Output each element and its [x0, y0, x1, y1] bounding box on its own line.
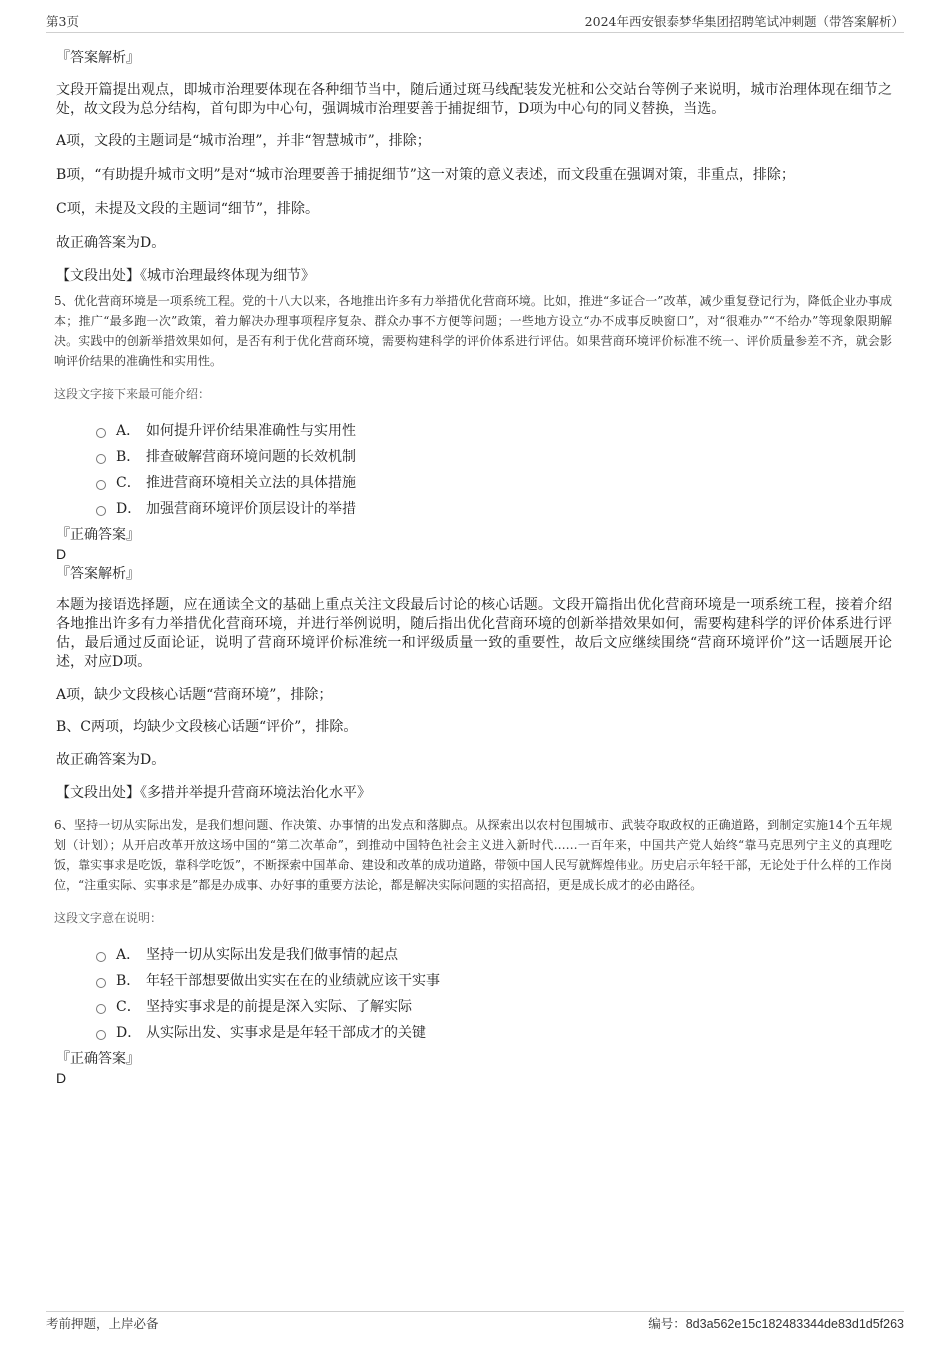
document-title: 2024年西安银泰梦华集团招聘笔试冲刺题（带答案解析） — [584, 14, 904, 29]
option-c[interactable]: C． 坚持实事求是的前提是深入实际、了解实际 — [96, 993, 892, 1019]
radio-button-icon[interactable] — [96, 1030, 106, 1040]
question-6-prompt: 这段文字意在说明： — [54, 911, 163, 925]
option-a[interactable]: A． 如何提升评价结果准确性与实用性 — [96, 417, 892, 443]
option-text: 坚持一切从实际出发是我们做事情的起点 — [146, 947, 398, 963]
correct-answer: D — [56, 546, 67, 562]
radio-button-icon[interactable] — [96, 978, 106, 988]
option-text: 加强营商环境评价顶层设计的举措 — [146, 501, 356, 517]
page-number: 第3页 — [46, 14, 79, 29]
analysis-option-bc: B、C两项，均缺少文段核心话题“评价”，排除。 — [56, 719, 358, 735]
analysis-option-b: B项，“有助提升城市文明”是对“城市治理要善于捕捉细节”这一对策的意义表述，而文段重在强调对策，非重点，排除； — [56, 167, 795, 183]
code-value: 8d3a562e15c182483344de83d1d5f263 — [685, 1317, 904, 1331]
passage-source: 【文段出处】《多措并举提升营商环境法治化水平》 — [56, 785, 371, 801]
page-content — [56, 48, 892, 1087]
analysis-text: 文段开篇提出观点，即城市治理要体现在各种细节当中，随后通过斑马线配装发光桩和公交站台等例子来说明，城市治理体现在细节之处，故文段为总分结构，首句即为中心句，强调城市治理要善于捕捉细节，D项为中心句的同义替换，当选。 — [56, 82, 892, 117]
option-text: 年轻干部想要做出实实在在的业绩就应该干实事 — [146, 973, 440, 989]
footer-slogan: 考前押题，上岸必备 — [46, 1316, 159, 1331]
radio-button-icon[interactable] — [96, 1004, 106, 1014]
analysis-conclusion: 故正确答案为D。 — [56, 235, 166, 251]
page-footer — [46, 1311, 904, 1332]
option-a[interactable]: A． 坚持一切从实际出发是我们做事情的起点 — [96, 941, 892, 967]
correct-answer: D — [56, 1070, 67, 1086]
question-5-options — [96, 417, 892, 521]
radio-button-icon[interactable] — [96, 480, 106, 490]
analysis-title: 『答案解析』 — [56, 50, 140, 66]
option-d[interactable]: D． 加强营商环境评价顶层设计的举措 — [96, 495, 892, 521]
page-header — [46, 12, 904, 33]
radio-button-icon[interactable] — [96, 428, 106, 438]
analysis-option-c: C项，未提及文段的主题词“细节”，排除。 — [56, 201, 320, 217]
analysis-conclusion: 故正确答案为D。 — [56, 752, 166, 768]
option-text: 从实际出发、实事求是是年轻干部成才的关键 — [146, 1025, 426, 1041]
option-c[interactable]: C． 推进营商环境相关立法的具体措施 — [96, 469, 892, 495]
option-text: 如何提升评价结果准确性与实用性 — [146, 423, 356, 439]
question-6-options — [96, 941, 892, 1045]
analysis-option-a: A项，文段的主题词是“城市治理”，并非“智慧城市”，排除； — [56, 133, 431, 149]
analysis-option-a: A项，缺少文段核心话题“营商环境”，排除； — [56, 687, 333, 703]
analysis-text: 本题为接语选择题，应在通读全文的基础上重点关注文段最后讨论的核心话题。文段开篇指出优化营商环境是一项系统工程，接着介绍各地推出许多有力举措优化营商环境，并进行举例说明，随后指出优化营商环境的创新举措效果如何，需要构建科学的评价体系进行评估，最后通过反面论证，说明了营商环境评价标准统一和评级质量一致的重要性，故后文应继续围绕“营商环境评价”这一话题展开论述，对应D项。 — [56, 597, 892, 670]
passage-source: 【文段出处】《城市治理最终体现为细节》 — [56, 268, 315, 284]
radio-button-icon[interactable] — [96, 952, 106, 962]
option-text: 推进营商环境相关立法的具体措施 — [146, 475, 356, 491]
radio-button-icon[interactable] — [96, 506, 106, 516]
question-5-text: 5、优化营商环境是一项系统工程。党的十八大以来，各地推出许多有力举措优化营商环境。比如，推进“多证合一”改革，减少重复登记行为，降低企业办事成本；推广“最多跑一次”政策，着力解决办理事项程序复杂、群众办事不方便等问题；一些地方设立“办不成事反映窗口”，对“很难办”“不给办”等现象限期解决。实践中的创新举措效果如何，是否有利于优化营商环境，需要构建科学的评价体系进行评估。如果营商环境评价标准不统一、评价质量参差不齐，就会影响评价结果的准确性和实用性。 — [54, 294, 892, 368]
code-label: 编号： — [648, 1316, 686, 1331]
option-b[interactable]: B． 年轻干部想要做出实实在在的业绩就应该干实事 — [96, 967, 892, 993]
correct-answer-title: 『正确答案』 — [56, 527, 140, 543]
option-text: 坚持实事求是的前提是深入实际、了解实际 — [146, 999, 412, 1015]
analysis-title: 『答案解析』 — [56, 566, 140, 582]
question-5-prompt: 这段文字接下来最可能介绍： — [54, 387, 211, 401]
option-d[interactable]: D． 从实际出发、实事求是是年轻干部成才的关键 — [96, 1019, 892, 1045]
option-b[interactable]: B． 排查破解营商环境问题的长效机制 — [96, 443, 892, 469]
document-code — [648, 1314, 904, 1332]
correct-answer-title: 『正确答案』 — [56, 1051, 140, 1067]
option-text: 排查破解营商环境问题的长效机制 — [146, 449, 356, 465]
radio-button-icon[interactable] — [96, 454, 106, 464]
question-6-text: 6、坚持一切从实际出发，是我们想问题、作决策、办事情的出发点和落脚点。从探索出以农村包围城市、武装夺取政权的正确道路，到制定实施14个五年规划（计划）；从开启改革开放这场中国的“第二次革命”，到推动中国特色社会主义进入新时代……一百年来，中国共产党人始终“靠马克思列宁主义的真理吃饭，靠实事求是吃饭，靠科学吃饭”，不断探索中国革命、建设和改革的成功道路，带领中国人民写就辉煌伟业。历史启示年轻干部，无论处于什么样的工作岗位，“注重实际、实事求是”都是办成事、办好事的重要方法论，都是解决实际问题的实招高招，更是成长成才的必由路径。 — [54, 818, 892, 892]
